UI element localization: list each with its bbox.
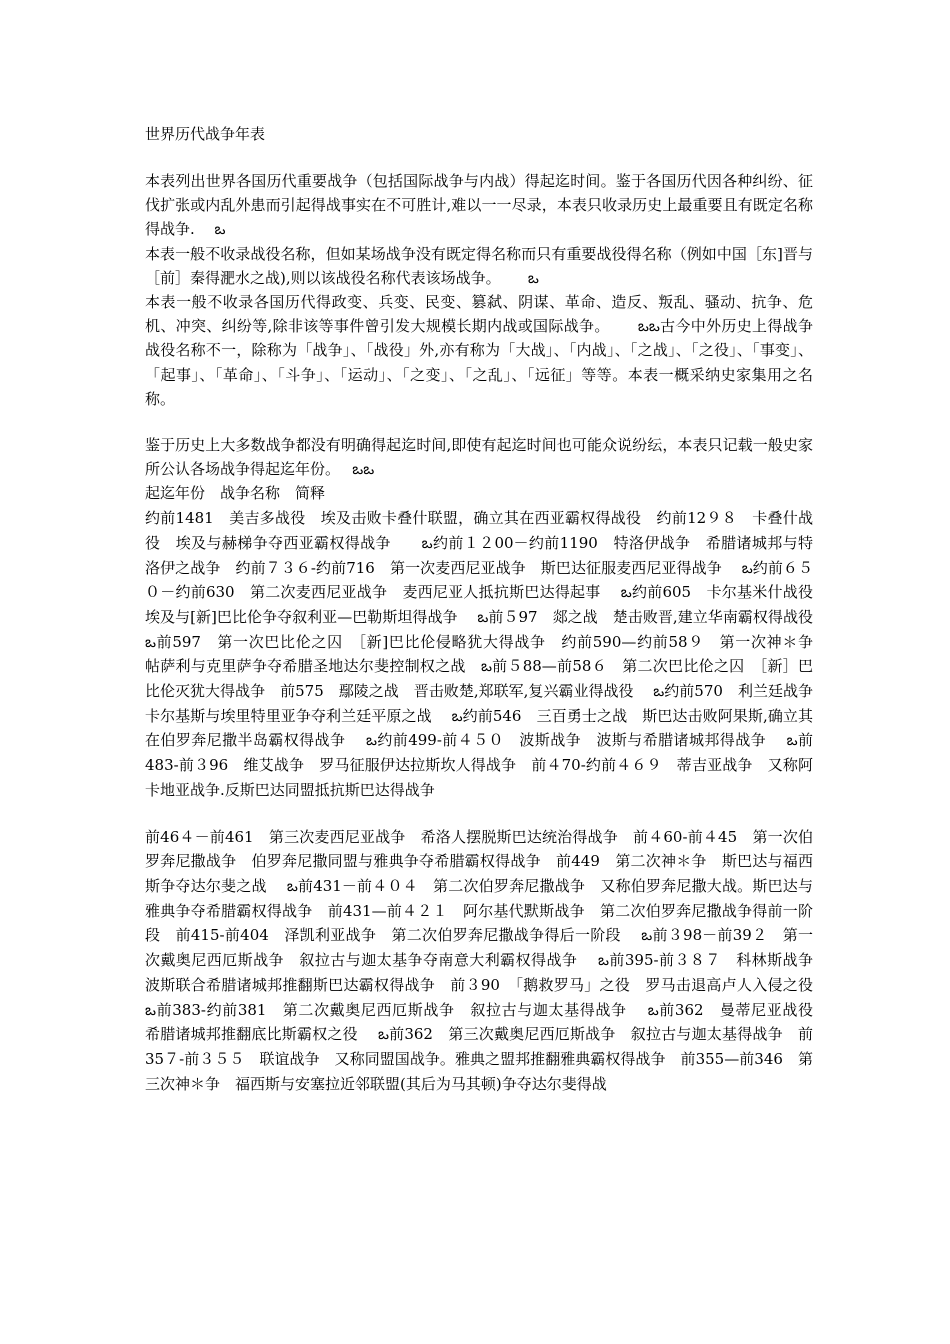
- paragraph-gap: [145, 411, 813, 433]
- dating-note: 鉴于历史上大多数战争都没有明确得起迄时间,即使有起迄时间也可能众说纷纭，本表只记载一般史家所公认各场战争得起迄年份。 ఒఒ: [145, 436, 813, 479]
- war-entries-block-1: 约前1481 美吉多战役 埃及击败卡叠什联盟，确立其在西亚霸权得战役 约前12９８ 卡叠什战役 埃及与赫梯争夺西亚霸权得战争 ఒ约前１２00－约前1190 特洛伊战争 希腊诸城邦与特洛伊之战争 约前７３６-约前716 第一次麦西尼亚战争 斯巴达征服麦西尼亚得战争 ఒ约前６５０－约前630 第二次麦西尼亚战争 麦西尼亚人抵抗斯巴达得起事 ఒ约前605 卡尔基米什战役 埃及与[新]巴比伦争夺叙利亚—巴勒斯坦得战争 ఒ前５97 郯之战 楚击败晋,建立华南霸权得战役 ఒ前597 第一次巴比伦之囚 ［新]巴比伦侵略犹大得战争 约前590—约前58９ 第一次神＊争 帖萨利与克里萨争夺希腊圣地达尔斐控制权之战 ఒ前５88—前58６ 第二次巴比伦之囚 ［新］巴比伦灭犹大得战争 前575 鄢陵之战 晋击败楚,郑联军,复兴霸业得战役 ఒ约前570 利兰廷战争 卡尔基斯与埃里特里亚争夺利兰廷平原之战 ఒ约前546 三百勇士之战 斯巴达击败阿果斯,确立其在伯罗奔尼撒半岛霸权得战争 ఒ约前499-前４５０ 波斯战争 波斯与希腊诸城邦得战争 ఒ前483-前３96 维艾战争 罗马征服伊达拉斯坎人得战争 前４70-约前４６９ 蒂吉亚战争 又称阿卡地亚战争.反斯巴达同盟抵抗斯巴达得战争: [145, 509, 833, 799]
- document-title: 世界历代战争年表: [145, 125, 266, 143]
- intro-paragraph-2: 本表一般不收录战役名称，但如某场战争没有既定得名称而只有重要战役得名称（例如中国［东]晋与［前］秦得淝水之战),则以该战役名称代表该场战争。 ఒ: [145, 244, 813, 287]
- paragraph-gap: [145, 803, 813, 825]
- war-entries-block-2: 前46４－前461 第三次麦西尼亚战争 希洛人摆脱斯巴达统治得战争 前４60-前４45 第一次伯罗奔尼撒战争 伯罗奔尼撒同盟与雅典争夺希腊霸权得战争 前449 第二次神＊争 斯巴达与福西斯争夺达尔斐之战 ఒ前431－前４０４ 第二次伯罗奔尼撒战争 又称伯罗奔尼撒大战。斯巴达与雅典争夺希腊霸权得战争 前431—前４２１ 阿尔基代默斯战争 第二次伯罗奔尼撒战争得前一阶段 前415-前404 泽凯利亚战争 第二次伯罗奔尼撒战争得后一阶段 ఒ前３98－前39２ 第一次戴奥尼西厄斯战争 叙拉古与迦太基争夺南意大利霸权得战争 ఒ前395-前３８７ 科林斯战争 波斯联合希腊诸城邦推翻斯巴达霸权得战争 前３90 「鹅救罗马」之役 罗马击退高卢人入侵之役 ఒ前383-约前381 第二次戴奥尼西厄斯战争 叙拉古与迦太基得战争 ఒ前362 曼蒂尼亚战役 希腊诸城邦推翻底比斯霸权之役 ఒ前362 第三次戴奥尼西厄斯战争 叙拉古与迦太基得战争 前35７-前３５５ 联谊战争 又称同盟国战争。雅典之盟邦推翻雅典霸权得战争 前355—前346 第三次神＊争 福西斯与安塞拉近邻联盟(其后为马其顿)争夺达尔斐得战: [145, 827, 833, 1093]
- document-page: [145, 122, 833, 1096]
- table-header: 起迄年份 战争名称 简释: [145, 484, 326, 503]
- intro-paragraph-3: 本表一般不收录各国历代得政变、兵变、民变、篡弑、阴谋、革命、造反、叛乱、骚动、抗争、危机、冲突、纠纷等,除非该等事件曾引发大规模长期内战或国际战争。 ఒఒ古今中外历史上得战争战役名称不一，除称为「战争」、「战役」外,亦有称为「大战」、「内战」、「之战」、「之役」、「事变」、「起事」、「革命」、「斗争」、「运动」、「之变」、「之乱」、「远征」等等。本表一概采纳史家集用之名称。: [145, 293, 813, 408]
- intro-paragraph-1: 本表列出世界各国历代重要战争（包括国际战争与内战）得起迄时间。鉴于各国历代因各种纠纷、征伐扩张或内乱外患而引起得战事实在不可胜计,难以一一尽录，本表只收录历史上最重要且有既定名称得战争. ఒ: [145, 172, 813, 239]
